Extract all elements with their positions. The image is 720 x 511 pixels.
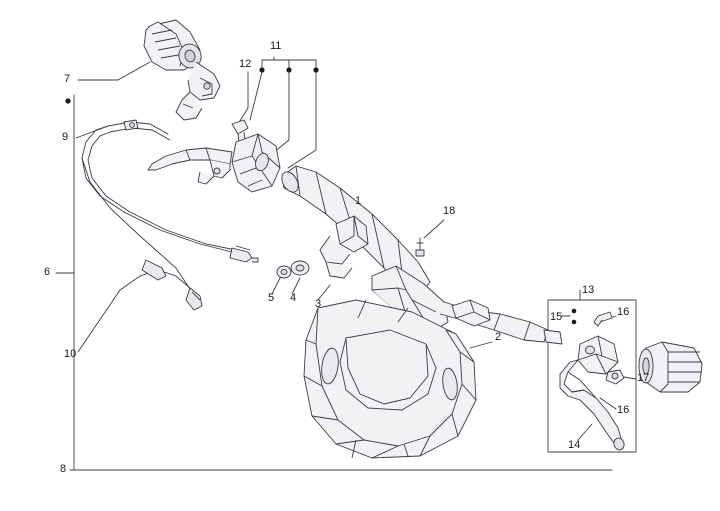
callout-16-top: 16 [617, 306, 630, 318]
callout-14: 14 [568, 439, 581, 451]
callout-17: 17 [637, 372, 650, 384]
callout-8: 8 [60, 463, 67, 475]
callout-3: 3 [315, 298, 322, 310]
callout-12: 12 [239, 58, 252, 70]
callout-9: 9 [62, 131, 69, 143]
callout-2: 2 [495, 331, 502, 343]
callout-6: 6 [44, 266, 51, 278]
callout-13: 13 [582, 284, 595, 296]
callout-18: 18 [443, 205, 456, 217]
callout-11: 11 [270, 40, 282, 52]
callout-10: 10 [64, 348, 77, 360]
callout-4: 4 [290, 292, 297, 304]
callout-5: 5 [268, 292, 275, 304]
callout-16-bottom: 16 [617, 404, 630, 416]
callout-1: 1 [355, 195, 362, 207]
callout-7: 7 [64, 73, 71, 85]
callout-15: 15 [550, 311, 563, 323]
